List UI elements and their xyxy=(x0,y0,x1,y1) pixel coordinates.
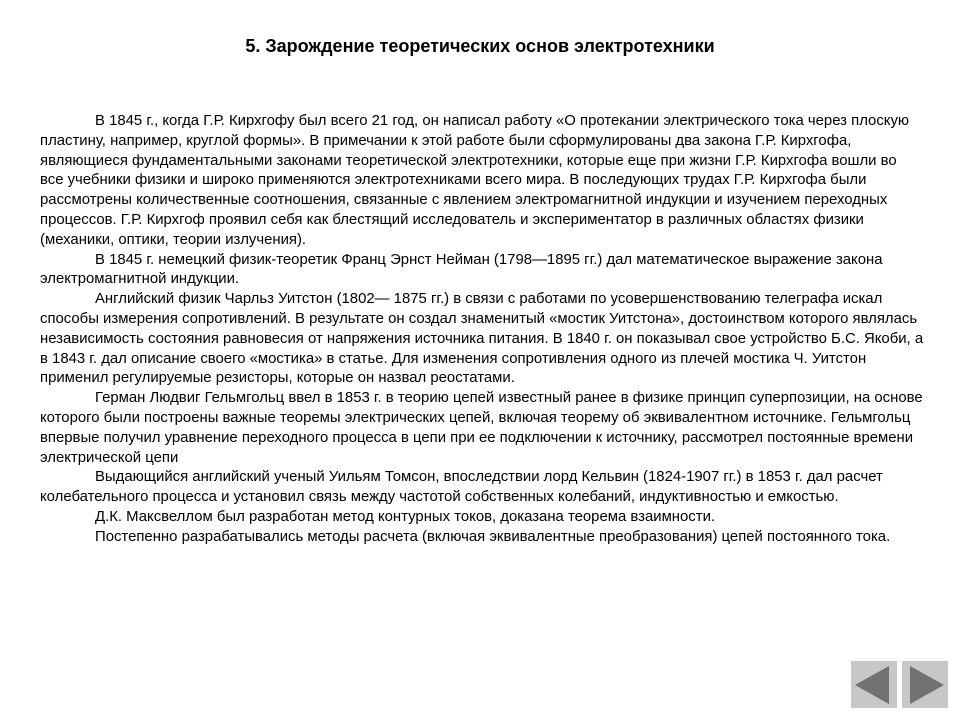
paragraph-maxwell: Д.К. Максвеллом был разработан метод контурных токов, доказана теорема взаимности. xyxy=(95,508,716,525)
paragraph-neumann: В 1845 г. немецкий физик-теоретик Франц Эрнст Нейман (1798—1895 гг.) дал математическое выражение закона электромагнитной индукции. xyxy=(40,251,883,288)
paragraph-methods: Постепенно разрабатывались методы расчета (включая эквивалентные преобразования) цепей постоянного тока. xyxy=(95,528,891,545)
right-arrow-icon xyxy=(910,666,944,704)
left-arrow-icon xyxy=(855,666,889,704)
paragraph-kirchhoff: В 1845 г., когда Г.Р. Кирхгофу был всего 21 год, он написал работу «О протекании электрического тока через плоскую пластину, например, круглой формы». В примечании к этой работе были сформулированы два закона Г.Р. Кирхгофа, являющиеся фундаментальными законами теоретической электротехники, которые еще при жизни Г.Р. Кирхгофа вошли во все учебники физики и широко применяются электротехниками всего мира. В последующих трудах Г.Р. Кирхгофа были рассмотрены количественные соотношения, связанные с явлением электромагнитной индукции и изучением переходных процессов. Г.Р. Кирхгоф проявил себя как блестящий исследователь и экспериментатор в различных областях физики (механики, оптики, теории излучения). xyxy=(40,113,910,248)
prev-slide-button[interactable] xyxy=(851,661,897,708)
paragraph-thomson: Выдающийся английский ученый Уильям Томсон, впоследствии лорд Кельвин (1824-1907 гг.) в 1853 г. дал расчет колебательного процесса и установил связь между частотой собственных колебаний, индуктивностью и емкостью. xyxy=(40,469,883,506)
paragraph-wheatstone: Английский физик Чарльз Уитстон (1802— 1875 гг.) в связи с работами по усовершенствованию телеграфа искал способы измерения сопротивлений. В результате он создал знаменитый «мостик Уитстона», достоинством которого являлась независимость состояния равновесия от напряжения источника питания. В 1840 г. он показывал свое устройство Б.С. Якоби, а в 1843 г. дал описание своего «мостика» в статье. Для изменения сопротивления одного из плечей мостика Ч. Уитстон применил регулируемые резисторы, которые он назвал реостатами. xyxy=(40,291,924,387)
paragraph-helmholtz: Герман Людвиг Гельмгольц ввел в 1853 г. в теорию цепей известный ранее в физике принцип суперпозиции, на основе которого были построены важные теоремы электрических цепей, включая теорему об эквивалентном источнике. Гельмгольц впервые получил уравнение переходного процесса в цепи при ее подключении к источнику, рассмотрел постоянные времени электрической цепи xyxy=(40,390,923,466)
slide-body-text xyxy=(40,112,924,548)
next-slide-button[interactable] xyxy=(902,661,948,708)
slide-title: 5. Зарождение теоретических основ электротехники xyxy=(245,36,715,56)
